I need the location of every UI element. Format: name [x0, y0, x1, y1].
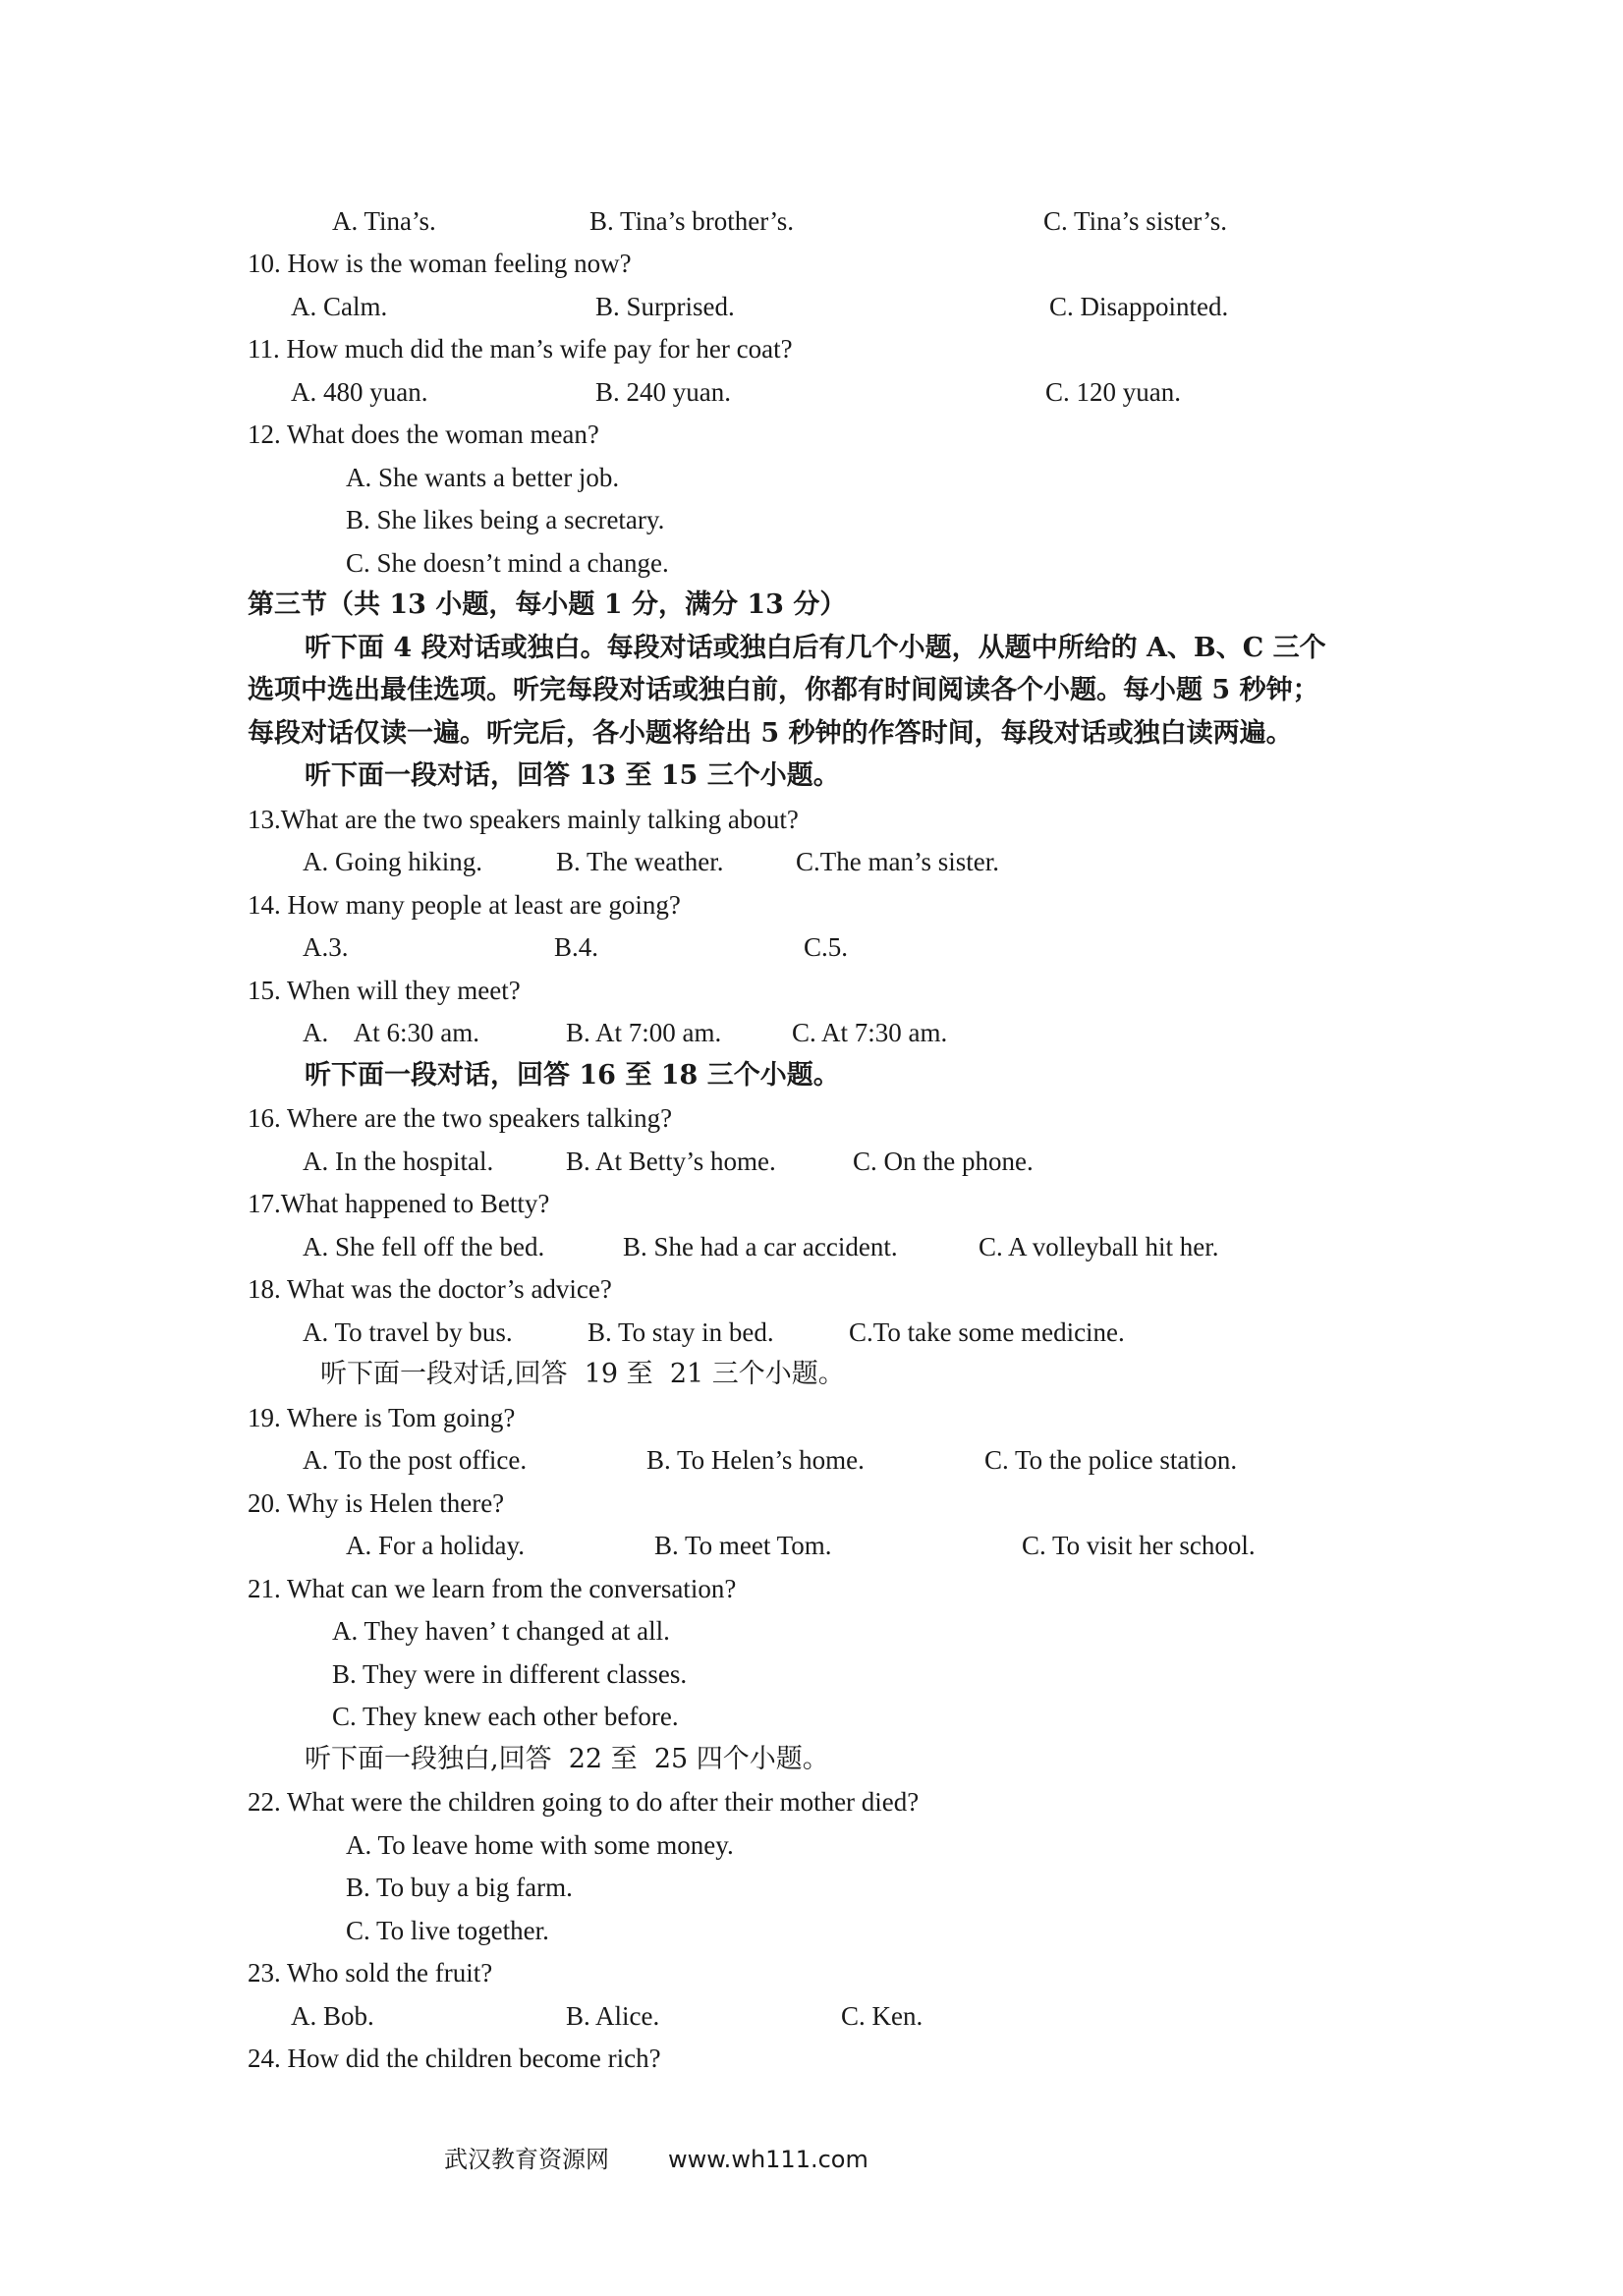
q17-option-b: B. She had a car accident. [623, 1232, 898, 1261]
dialogue-3-heading: 听下面一段对话,回答 19 至 21 三个小题。 [320, 1359, 845, 1389]
q9-option-b: B. Tina’s brother’s. [589, 206, 795, 236]
instructions-line-1: 听下面 4 段对话或独白。每段对话或独白后有几个小题，从题中所给的 A、B、C 三个 [305, 633, 1326, 663]
q22-option-c: C. To live together. [346, 1916, 549, 1945]
q19-option-a: A. To the post office. [303, 1445, 528, 1475]
dialogue-1-heading: 听下面一段对话，回答 13 至 15 三个小题。 [305, 760, 840, 791]
q10-option-b: B. Surprised. [595, 292, 735, 321]
q10-option-a: A. Calm. [291, 292, 388, 321]
q19-option-c: C. To the police station. [984, 1445, 1238, 1475]
q19-stem: 19. Where is Tom going? [248, 1403, 516, 1432]
q10-stem: 10. How is the woman feeling now? [248, 249, 632, 278]
q12-stem: 12. What does the woman mean? [248, 420, 599, 449]
q22-option-b: B. To buy a big farm. [346, 1873, 573, 1902]
q13-option-b: B. The weather. [556, 847, 724, 876]
q13-option-c: C.The man’s sister. [796, 847, 999, 876]
instructions-line-3: 每段对话仅读一遍。听完后，各小题将给出 5 秒钟的作答时间，每段对话或独白读两遍。 [248, 718, 1293, 749]
q17-option-c: C. A volleyball hit her. [979, 1232, 1219, 1261]
monologue-heading: 听下面一段独白,回答 22 至 25 四个小题。 [305, 1744, 829, 1774]
q13-stem: 13.What are the two speakers mainly talking about? [248, 805, 799, 834]
q12-option-c: C. She doesn’t mind a change. [346, 548, 669, 578]
q15-option-a: A. At 6:30 am. [303, 1018, 479, 1047]
q21-option-c: C. They knew each other before. [332, 1702, 679, 1731]
q15-option-b: B. At 7:00 am. [566, 1018, 722, 1047]
q23-option-b: B. Alice. [566, 2001, 660, 2031]
q11-option-c: C. 120 yuan. [1045, 377, 1181, 407]
q11-stem: 11. How much did the man’s wife pay for her coat? [248, 334, 793, 364]
footer-site-name: 武汉教育资源网 [444, 2146, 609, 2173]
q12-option-b: B. She likes being a secretary. [346, 505, 665, 534]
q13-option-a: A. Going hiking. [303, 847, 483, 876]
q14-option-a: A.3. [303, 932, 349, 962]
q18-option-c: C.To take some medicine. [849, 1317, 1125, 1347]
q18-option-b: B. To stay in bed. [588, 1317, 774, 1347]
q21-option-a: A. They haven’ t changed at all. [332, 1616, 670, 1646]
instructions-line-2: 选项中选出最佳选项。听完每段对话或独白前，你都有时间阅读各个小题。每小题 5 秒钟； [248, 675, 1319, 705]
q22-stem: 22. What were the children going to do after their mother died? [248, 1787, 920, 1817]
q9-option-c: C. Tina’s sister’s. [1043, 206, 1228, 236]
q16-option-c: C. On the phone. [853, 1147, 1034, 1176]
q14-option-c: C.5. [804, 932, 849, 962]
q20-option-c: C. To visit her school. [1022, 1531, 1256, 1560]
q15-option-c: C. At 7:30 am. [792, 1018, 948, 1047]
q16-stem: 16. Where are the two speakers talking? [248, 1103, 673, 1133]
q11-option-b: B. 240 yuan. [595, 377, 731, 407]
q20-stem: 20. Why is Helen there? [248, 1488, 505, 1518]
q19-option-b: B. To Helen’s home. [646, 1445, 865, 1475]
section-title: 第三节（共 13 小题，每小题 1 分，满分 13 分） [248, 589, 847, 620]
q18-option-a: A. To travel by bus. [303, 1317, 513, 1347]
q16-option-b: B. At Betty’s home. [566, 1147, 776, 1176]
q17-option-a: A. She fell off the bed. [303, 1232, 545, 1261]
q24-stem: 24. How did the children become rich? [248, 2044, 661, 2073]
q14-option-b: B.4. [554, 932, 599, 962]
q18-stem: 18. What was the doctor’s advice? [248, 1274, 612, 1304]
q12-option-a: A. She wants a better job. [346, 463, 620, 492]
q23-option-a: A. Bob. [291, 2001, 374, 2031]
q15-stem: 15. When will they meet? [248, 976, 521, 1005]
q9-option-a: A. Tina’s. [332, 206, 436, 236]
q23-option-c: C. Ken. [841, 2001, 923, 2031]
q14-stem: 14. How many people at least are going? [248, 890, 681, 920]
q10-option-c: C. Disappointed. [1049, 292, 1229, 321]
q21-option-b: B. They were in different classes. [332, 1659, 688, 1689]
dialogue-2-heading: 听下面一段对话，回答 16 至 18 三个小题。 [305, 1060, 840, 1091]
q21-stem: 21. What can we learn from the conversation? [248, 1574, 737, 1603]
q17-stem: 17.What happened to Betty? [248, 1189, 550, 1218]
q11-option-a: A. 480 yuan. [291, 377, 428, 407]
q16-option-a: A. In the hospital. [303, 1147, 494, 1176]
q23-stem: 23. Who sold the fruit? [248, 1958, 493, 1988]
q22-option-a: A. To leave home with some money. [346, 1830, 734, 1860]
q20-option-b: B. To meet Tom. [654, 1531, 832, 1560]
q20-option-a: A. For a holiday. [346, 1531, 525, 1560]
footer-url: www.wh111.com [668, 2146, 868, 2173]
